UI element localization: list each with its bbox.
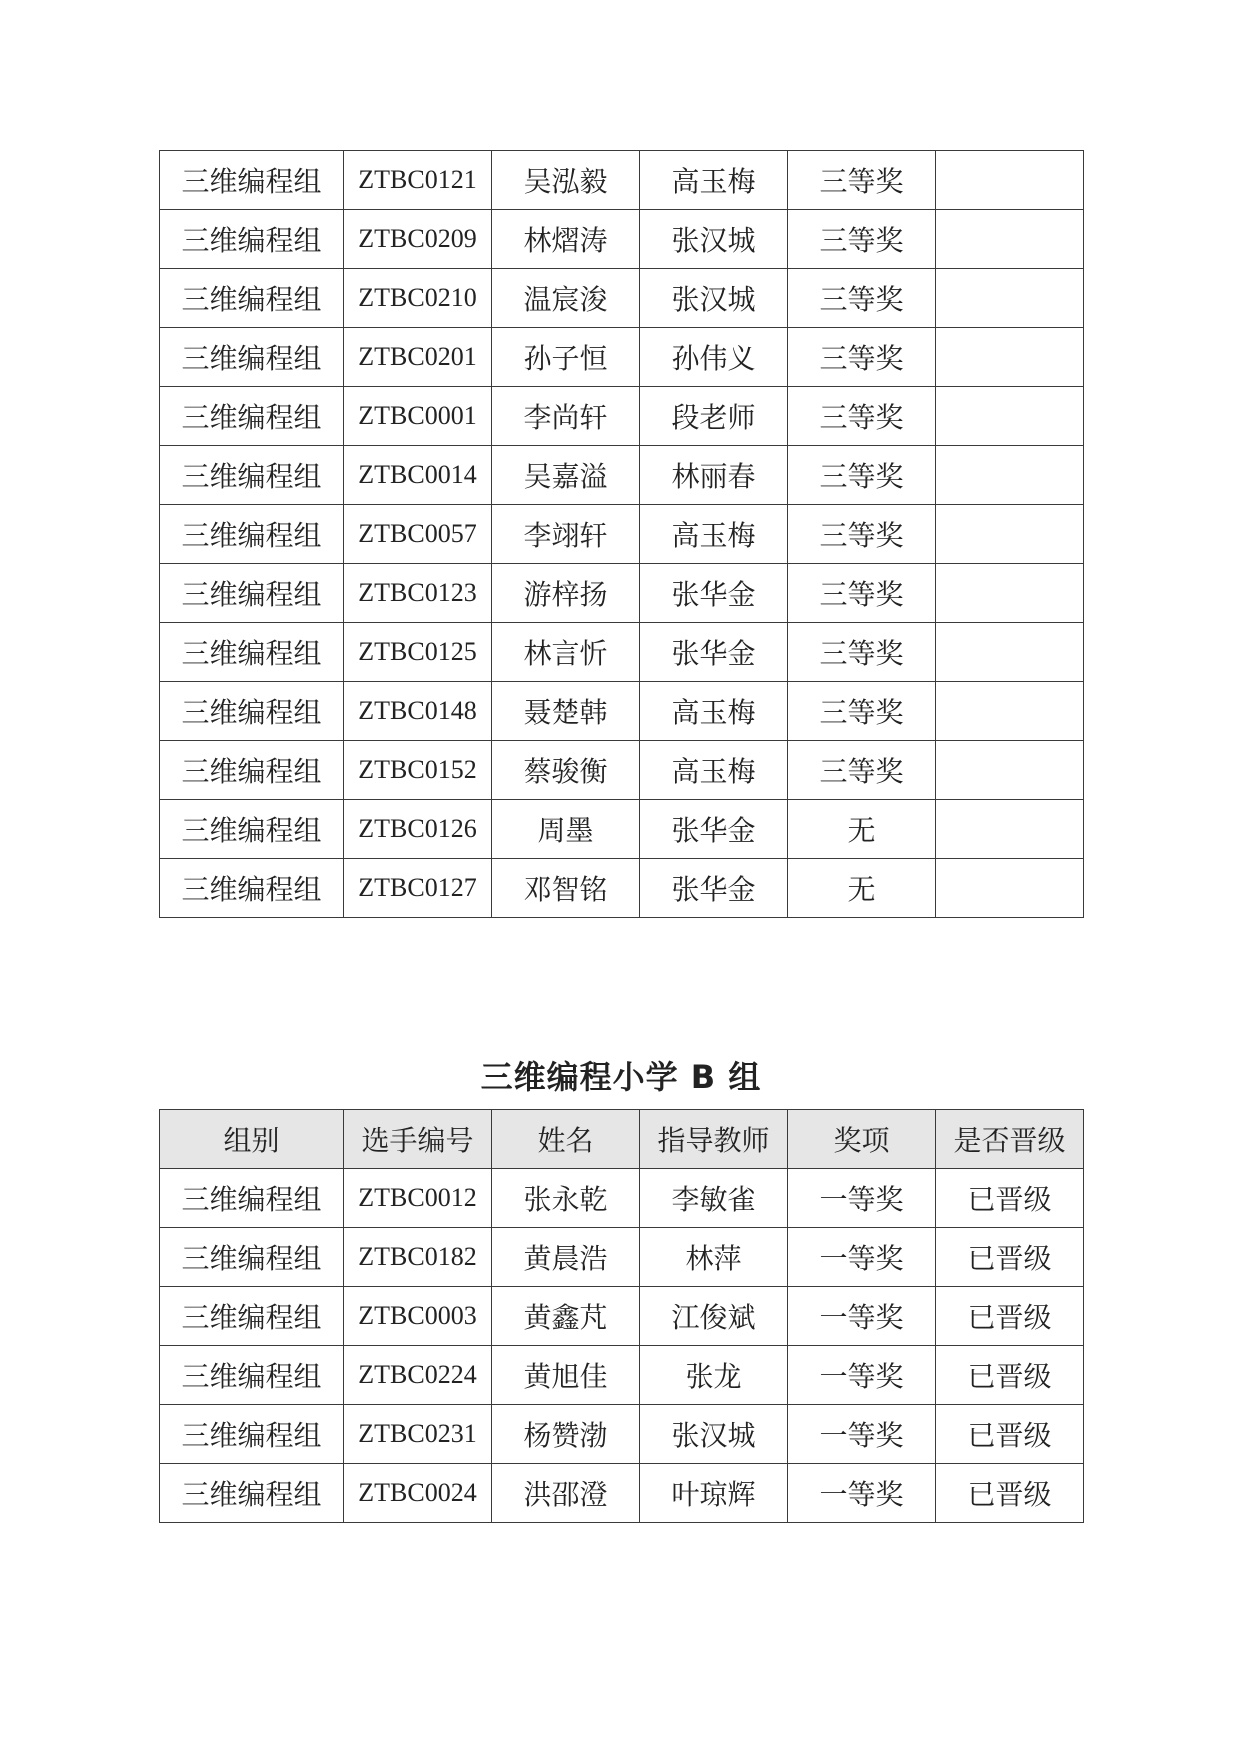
cell-player-id: ZTBC0024 bbox=[344, 1464, 492, 1523]
cell-teacher: 叶琼辉 bbox=[640, 1464, 788, 1523]
cell-award: 无 bbox=[788, 859, 936, 918]
cell-group: 三维编程组 bbox=[160, 623, 344, 682]
cell-teacher: 张汉城 bbox=[640, 269, 788, 328]
table-row bbox=[160, 741, 1084, 800]
cell-teacher: 张华金 bbox=[640, 859, 788, 918]
cell-promoted bbox=[936, 387, 1084, 446]
cell-player-id: ZTBC0126 bbox=[344, 800, 492, 859]
cell-promoted: 已晋级 bbox=[936, 1405, 1084, 1464]
cell-group: 三维编程组 bbox=[160, 446, 344, 505]
header-name: 姓名 bbox=[492, 1110, 640, 1169]
table-row bbox=[160, 210, 1084, 269]
cell-name: 游梓扬 bbox=[492, 564, 640, 623]
header-promoted: 是否晋级 bbox=[936, 1110, 1084, 1169]
cell-promoted: 已晋级 bbox=[936, 1169, 1084, 1228]
results-table-b bbox=[159, 1109, 1084, 1523]
cell-award: 三等奖 bbox=[788, 741, 936, 800]
cell-teacher: 林萍 bbox=[640, 1228, 788, 1287]
cell-group: 三维编程组 bbox=[160, 210, 344, 269]
cell-award: 三等奖 bbox=[788, 387, 936, 446]
cell-promoted bbox=[936, 446, 1084, 505]
cell-promoted bbox=[936, 269, 1084, 328]
header-group: 组别 bbox=[160, 1110, 344, 1169]
cell-player-id: ZTBC0148 bbox=[344, 682, 492, 741]
results-table-continued bbox=[159, 150, 1084, 918]
table-row bbox=[160, 1346, 1084, 1405]
cell-teacher: 高玉梅 bbox=[640, 505, 788, 564]
cell-teacher: 孙伟义 bbox=[640, 328, 788, 387]
header-teacher: 指导教师 bbox=[640, 1110, 788, 1169]
cell-award: 一等奖 bbox=[788, 1287, 936, 1346]
cell-teacher: 李敏雀 bbox=[640, 1169, 788, 1228]
cell-player-id: ZTBC0224 bbox=[344, 1346, 492, 1405]
cell-group: 三维编程组 bbox=[160, 387, 344, 446]
cell-player-id: ZTBC0127 bbox=[344, 859, 492, 918]
table-row bbox=[160, 328, 1084, 387]
cell-award: 三等奖 bbox=[788, 446, 936, 505]
cell-name: 吴嘉溢 bbox=[492, 446, 640, 505]
table-row bbox=[160, 505, 1084, 564]
cell-teacher: 段老师 bbox=[640, 387, 788, 446]
cell-promoted bbox=[936, 210, 1084, 269]
table-row bbox=[160, 1228, 1084, 1287]
cell-teacher: 高玉梅 bbox=[640, 682, 788, 741]
cell-name: 李尚轩 bbox=[492, 387, 640, 446]
cell-group: 三维编程组 bbox=[160, 800, 344, 859]
cell-name: 杨赞渤 bbox=[492, 1405, 640, 1464]
cell-group: 三维编程组 bbox=[160, 859, 344, 918]
cell-promoted bbox=[936, 741, 1084, 800]
cell-group: 三维编程组 bbox=[160, 682, 344, 741]
cell-promoted: 已晋级 bbox=[936, 1464, 1084, 1523]
cell-teacher: 江俊斌 bbox=[640, 1287, 788, 1346]
table-row bbox=[160, 564, 1084, 623]
cell-promoted bbox=[936, 800, 1084, 859]
cell-name: 洪邵澄 bbox=[492, 1464, 640, 1523]
cell-award: 三等奖 bbox=[788, 564, 936, 623]
cell-teacher: 张汉城 bbox=[640, 1405, 788, 1464]
cell-award: 三等奖 bbox=[788, 682, 936, 741]
cell-award: 一等奖 bbox=[788, 1464, 936, 1523]
table-row bbox=[160, 623, 1084, 682]
cell-group: 三维编程组 bbox=[160, 1346, 344, 1405]
cell-group: 三维编程组 bbox=[160, 1169, 344, 1228]
cell-player-id: ZTBC0201 bbox=[344, 328, 492, 387]
cell-name: 邓智铭 bbox=[492, 859, 640, 918]
table-row bbox=[160, 446, 1084, 505]
results-table-body bbox=[160, 151, 1084, 918]
cell-name: 黄鑫芃 bbox=[492, 1287, 640, 1346]
cell-award: 一等奖 bbox=[788, 1346, 936, 1405]
cell-promoted bbox=[936, 564, 1084, 623]
cell-player-id: ZTBC0057 bbox=[344, 505, 492, 564]
cell-name: 黄晨浩 bbox=[492, 1228, 640, 1287]
cell-player-id: ZTBC0123 bbox=[344, 564, 492, 623]
cell-teacher: 张华金 bbox=[640, 800, 788, 859]
table-header-row bbox=[160, 1110, 1084, 1169]
cell-name: 吴泓毅 bbox=[492, 151, 640, 210]
cell-player-id: ZTBC0209 bbox=[344, 210, 492, 269]
header-award: 奖项 bbox=[788, 1110, 936, 1169]
cell-teacher: 张华金 bbox=[640, 564, 788, 623]
cell-player-id: ZTBC0001 bbox=[344, 387, 492, 446]
cell-award: 一等奖 bbox=[788, 1169, 936, 1228]
cell-group: 三维编程组 bbox=[160, 741, 344, 800]
table-row bbox=[160, 1405, 1084, 1464]
cell-group: 三维编程组 bbox=[160, 505, 344, 564]
table-row bbox=[160, 387, 1084, 446]
table-row bbox=[160, 1169, 1084, 1228]
table-row bbox=[160, 1287, 1084, 1346]
cell-award: 三等奖 bbox=[788, 269, 936, 328]
cell-name: 林熠涛 bbox=[492, 210, 640, 269]
cell-award: 三等奖 bbox=[788, 505, 936, 564]
results-table-b-body bbox=[160, 1169, 1084, 1523]
cell-name: 林言忻 bbox=[492, 623, 640, 682]
cell-group: 三维编程组 bbox=[160, 1228, 344, 1287]
table-row bbox=[160, 859, 1084, 918]
cell-promoted bbox=[936, 682, 1084, 741]
cell-award: 无 bbox=[788, 800, 936, 859]
section-title-b: 三维编程小学 B 组 bbox=[480, 1058, 762, 1096]
cell-player-id: ZTBC0152 bbox=[344, 741, 492, 800]
cell-teacher: 张华金 bbox=[640, 623, 788, 682]
cell-promoted: 已晋级 bbox=[936, 1346, 1084, 1405]
cell-award: 一等奖 bbox=[788, 1228, 936, 1287]
table-row bbox=[160, 682, 1084, 741]
cell-name: 黄旭佳 bbox=[492, 1346, 640, 1405]
cell-player-id: ZTBC0121 bbox=[344, 151, 492, 210]
cell-name: 张永乾 bbox=[492, 1169, 640, 1228]
cell-name: 聂楚韩 bbox=[492, 682, 640, 741]
cell-teacher: 高玉梅 bbox=[640, 151, 788, 210]
cell-player-id: ZTBC0003 bbox=[344, 1287, 492, 1346]
cell-name: 李翊轩 bbox=[492, 505, 640, 564]
header-player-id: 选手编号 bbox=[344, 1110, 492, 1169]
cell-award: 一等奖 bbox=[788, 1405, 936, 1464]
table-row bbox=[160, 1464, 1084, 1523]
cell-teacher: 高玉梅 bbox=[640, 741, 788, 800]
cell-player-id: ZTBC0231 bbox=[344, 1405, 492, 1464]
cell-group: 三维编程组 bbox=[160, 564, 344, 623]
cell-group: 三维编程组 bbox=[160, 1464, 344, 1523]
cell-name: 孙子恒 bbox=[492, 328, 640, 387]
cell-award: 三等奖 bbox=[788, 210, 936, 269]
cell-group: 三维编程组 bbox=[160, 151, 344, 210]
table-row bbox=[160, 269, 1084, 328]
cell-teacher: 林丽春 bbox=[640, 446, 788, 505]
cell-teacher: 张汉城 bbox=[640, 210, 788, 269]
cell-award: 三等奖 bbox=[788, 151, 936, 210]
cell-promoted bbox=[936, 623, 1084, 682]
table-row bbox=[160, 800, 1084, 859]
cell-promoted bbox=[936, 505, 1084, 564]
cell-group: 三维编程组 bbox=[160, 1287, 344, 1346]
cell-promoted bbox=[936, 151, 1084, 210]
cell-group: 三维编程组 bbox=[160, 269, 344, 328]
table-row bbox=[160, 151, 1084, 210]
cell-player-id: ZTBC0210 bbox=[344, 269, 492, 328]
cell-player-id: ZTBC0182 bbox=[344, 1228, 492, 1287]
cell-promoted: 已晋级 bbox=[936, 1228, 1084, 1287]
cell-group: 三维编程组 bbox=[160, 1405, 344, 1464]
cell-player-id: ZTBC0014 bbox=[344, 446, 492, 505]
cell-teacher: 张龙 bbox=[640, 1346, 788, 1405]
cell-award: 三等奖 bbox=[788, 328, 936, 387]
cell-award: 三等奖 bbox=[788, 623, 936, 682]
cell-name: 蔡骏衡 bbox=[492, 741, 640, 800]
cell-player-id: ZTBC0125 bbox=[344, 623, 492, 682]
cell-promoted: 已晋级 bbox=[936, 1287, 1084, 1346]
cell-player-id: ZTBC0012 bbox=[344, 1169, 492, 1228]
cell-group: 三维编程组 bbox=[160, 328, 344, 387]
cell-promoted bbox=[936, 328, 1084, 387]
cell-name: 周墨 bbox=[492, 800, 640, 859]
cell-name: 温宸浚 bbox=[492, 269, 640, 328]
cell-promoted bbox=[936, 859, 1084, 918]
